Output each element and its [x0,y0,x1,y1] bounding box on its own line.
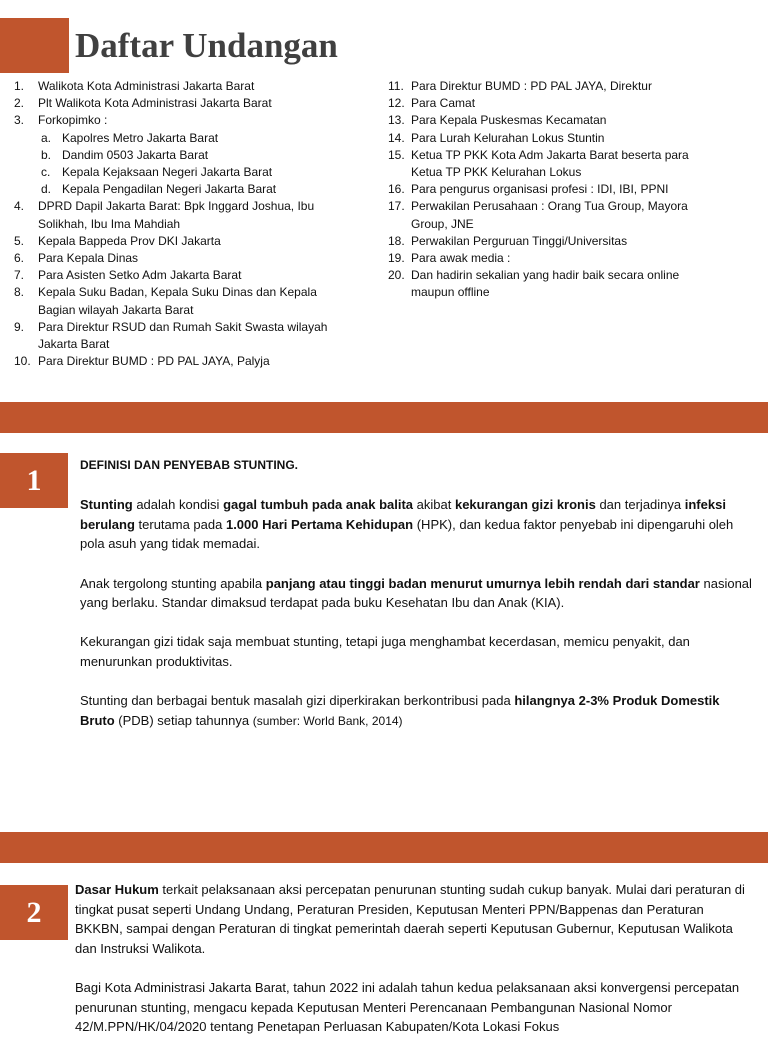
section-1-definition [80,456,752,751]
invitee-item [388,233,718,250]
invitee-number: 19. [388,251,405,266]
invitee-number: 7. [14,268,25,283]
invitee-number: 9. [14,319,25,334]
bold-text: 1.000 Hari Pertama Kehidupan [225,516,414,532]
invitee-item [14,353,354,370]
invitee-number: 20. [388,268,405,283]
section-2-body [75,880,755,1037]
invitee-item [388,267,718,301]
invitee-text: Perwakilan Perguruan Tinggi/Universitas [411,233,628,248]
invitee-text: Walikota Kota Administrasi Jakarta Barat [38,79,255,93]
invitee-item [388,112,718,129]
invitee-text: Dan hadirin sekalian yang hadir baik secara online maupun offline [411,268,680,300]
invitee-list-right [388,78,718,302]
text-run: Stunting dan berbagai bentuk masalah gizi diperkirakan berkontribusi pada [80,693,515,709]
invitee-subitem [38,147,354,164]
invitee-number: 15. [388,147,405,162]
invitee-list-left [14,78,354,370]
invitee-text: Para Camat [411,96,476,111]
section-divider-band [0,402,768,433]
bold-text: infeksi berulang [80,497,726,532]
invitee-number: 1. [14,79,25,93]
invitee-number: 16. [388,182,405,197]
invitee-text: Para Asisten Setko Adm Jakarta Barat [38,268,242,283]
text-run: akibat [413,497,455,513]
invitee-subitem-letter: c. [41,165,51,180]
text-run: (HPK), dan kedua faktor penyebab ini dipengaruhi oleh pola asuh yang tidak memadai. [80,516,734,552]
invitee-item [14,250,354,267]
invitee-item [388,78,718,95]
bold-text: Stunting [80,497,133,513]
invitee-text: Plt Walikota Kota Administrasi Jakarta Barat [38,96,272,111]
invitee-text: Kepala Suku Badan, Kepala Suku Dinas dan Kepala Bagian wilayah Jakarta Barat [38,285,317,317]
paragraph [80,691,752,731]
invitee-item [14,198,354,232]
invitee-subitem-letter: a. [41,130,52,145]
invitee-number: 3. [14,113,25,128]
invitee-subitem-letter: d. [41,182,52,197]
bold-text: panjang atau tinggi badan menurut umurnya lebih rendah dari standar [265,575,700,591]
paragraph [80,495,752,554]
paragraph [80,632,752,671]
invitee-item [14,78,354,95]
invitee-text: Para pengurus organisasi profesi : IDI, IBI, PPNI [411,182,669,197]
text-run: nasional yang berlaku. Standar dimaksud terdapat pada buku Kesehatan Ibu dan Anak (KIA). [80,575,752,611]
text-run: terkait pelaksanaan aksi percepatan penurunan stunting sudah cukup banyak. Mulai dari peraturan di tingkat pusat seperti Undang Undang, Peraturan Presiden, Keputusan Menteri PPN/Bappenas dan Peraturan BKKBN, sampai dengan Peraturan di tingkat pemerintah daerah seperti Keputusan Gubernur, Keputusan Walikota dan Instruksi Walikota. [75,882,745,956]
invitee-item [14,112,354,198]
section-number-badge: 2 [0,885,68,940]
invitee-text: Kepala Bappeda Prov DKI Jakarta [38,233,221,248]
paragraph [75,880,755,958]
invitee-item [388,181,718,198]
invitee-number: 14. [388,130,405,145]
text-run: dan terjadinya [595,497,685,513]
invitee-text: Para awak media : [411,251,511,266]
invitee-item [388,198,718,232]
text-run: adalah kondisi [132,497,224,513]
invitee-number: 4. [14,199,25,214]
invitee-item [14,267,354,284]
invitee-number: 6. [14,251,25,266]
invitee-subitem [38,181,354,198]
text-run: (PDB) setiap tahunnya [114,712,253,728]
invitee-text: Para Lurah Kelurahan Lokus Stuntin [411,130,605,145]
invitee-number: 10. [14,354,31,369]
invitee-item [14,233,354,250]
invitee-item [14,319,354,353]
invitee-number: 11. [388,79,404,93]
invitee-item [14,95,354,112]
invitee-text: Para Kepala Dinas [38,251,139,266]
text-run: Bagi Kota Administrasi Jakarta Barat, tahun 2022 ini adalah tahun kedua pelaksanaan aksi konvergensi percepatan penurunan stunting, mengacu kepada Keputusan Menteri Perencanaan Pembangunan Nasional Nomor 42/M.PPN/HK/04/2020 tentang Penetapan Perluasan Kabupaten/Kota Lokasi Fokus [75,979,740,1035]
invitee-text: Forkopimko : [38,113,108,128]
invitee-number: 5. [14,233,25,248]
section-number-badge: 1 [0,453,68,508]
invitee-item [388,130,718,147]
invitee-subitem-text: Kapolres Metro Jakarta Barat [62,130,219,145]
invitee-text: DPRD Dapil Jakarta Barat: Bpk Inggard Joshua, Ibu Solikhah, Ibu Ima Mahdiah [38,199,315,231]
invitee-number: 8. [14,285,25,300]
title-accent-block [0,18,69,73]
invitee-text: Para Kepala Puskesmas Kecamatan [411,113,607,128]
text-run: Anak tergolong stunting apabila [80,575,266,591]
paragraph [75,978,755,1037]
invitee-text: Para Direktur BUMD : PD PAL JAYA, Direktur [411,79,652,93]
invitee-item [14,284,354,318]
invitee-number: 18. [388,233,405,248]
invitee-text: Para Direktur RSUD dan Rumah Sakit Swasta wilayah Jakarta Barat [38,319,328,352]
invitee-item [388,147,718,181]
invitee-text: Ketua TP PKK Kota Adm Jakarta Barat beserta para Ketua TP PKK Kelurahan Lokus [411,147,689,180]
invitee-subitem [38,164,354,181]
text-run: terutama pada [134,516,226,532]
invitee-number: 12. [388,96,405,111]
section-divider-band [0,832,768,863]
invitee-text: Perwakilan Perusahaan : Orang Tua Group, Mayora Group, JNE [411,199,688,231]
bold-text: hilangnya 2-3% Produk Domestik Bruto [80,693,720,728]
invitee-subitem-letter: b. [41,147,52,162]
invitee-subitem-text: Dandim 0503 Jakarta Barat [62,147,209,162]
text-run: Kekurangan gizi tidak saja membuat stunting, tetapi juga menghambat kecerdasan, memicu penyakit, dan menurunkan produktivitas. [80,634,690,669]
invitee-subitem-text: Kepala Kejaksaan Negeri Jakarta Barat [62,165,273,180]
section-2-legal-basis [75,880,755,1056]
invitee-text: Para Direktur BUMD : PD PAL JAYA, Palyja [38,354,270,369]
bold-text: gagal tumbuh pada anak balita [223,497,414,513]
invitee-item [388,95,718,112]
invitee-item [388,250,718,267]
bold-text: kekurangan gizi kronis [454,497,596,513]
invitee-number: 17. [388,199,405,214]
invitee-number: 2. [14,96,25,111]
invitee-number: 13. [388,113,405,128]
invitee-sublist [38,130,354,199]
page-title: Daftar Undangan [75,26,338,65]
bold-text: Dasar Hukum [75,882,159,897]
invitee-subitem-text: Kepala Pengadilan Negeri Jakarta Barat [62,182,277,197]
section-1-body [80,495,752,731]
paragraph [80,574,752,613]
invitee-subitem [38,130,354,147]
section-1-heading: DEFINISI DAN PENYEBAB STUNTING. [80,458,299,472]
source-citation: (sumber: World Bank, 2014) [252,713,403,728]
